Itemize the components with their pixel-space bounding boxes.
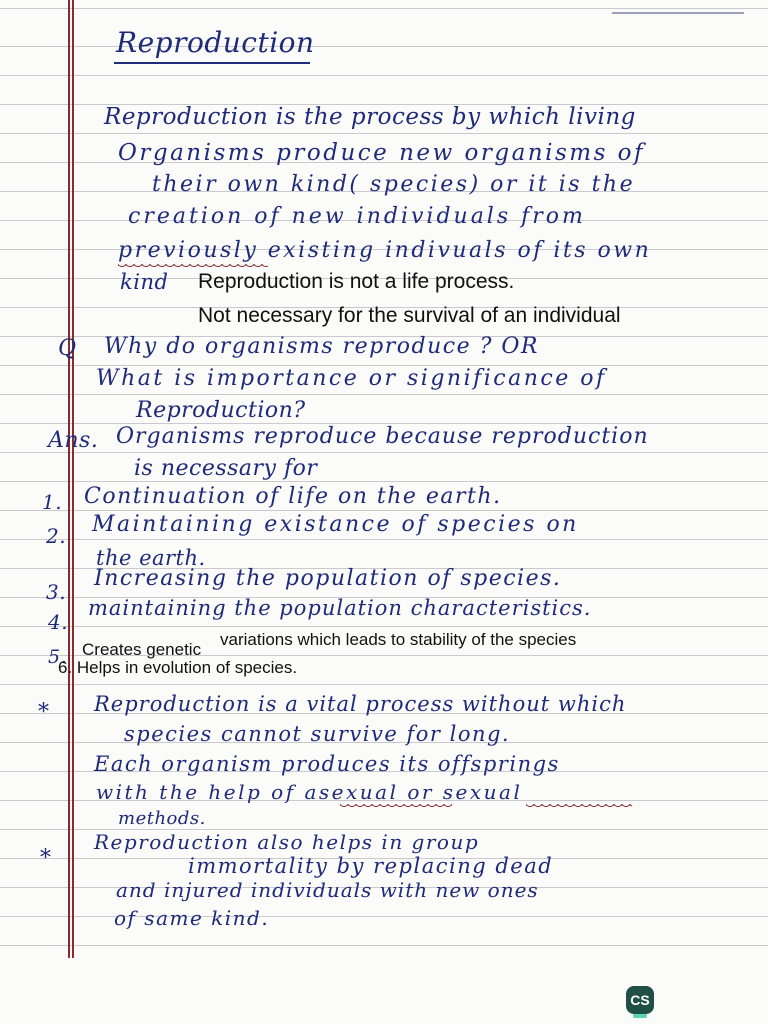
point-number: 4. [48, 610, 69, 634]
wavy-underline [526, 804, 632, 810]
star-note-line: Reproduction is a vital process without which [94, 692, 627, 716]
page-title: Reproduction [116, 26, 315, 59]
definition-line: previously existing indivuals of its own [118, 238, 652, 263]
question-line: Reproduction? [136, 398, 306, 423]
answer-marker: Ans. [48, 428, 99, 453]
margin-line-left [68, 0, 70, 958]
point-number: 5. [48, 646, 68, 668]
star-note-line: and injured individuals with new ones [116, 878, 539, 902]
margin-line-right [72, 0, 74, 958]
star-marker: * [38, 700, 50, 725]
answer-line: Organisms reproduce because reproduction [116, 424, 649, 449]
star-note-line: methods. [118, 808, 206, 829]
star-note-line: Reproduction also helps in group [94, 830, 480, 854]
typed-note: Reproduction is not a life process. [198, 270, 515, 293]
star-note-line: Each organism produces its offsprings [94, 752, 560, 776]
typed-note: variations which leads to stability of the species [220, 630, 577, 649]
star-note-line: species cannot survive for long. [124, 722, 511, 746]
definition-line: kind [120, 270, 169, 294]
point-line: the earth. [96, 546, 206, 570]
point-line: Continuation of life on the earth. [84, 484, 502, 509]
point-line: maintaining the population characteristics. [88, 596, 592, 620]
question-line: Why do organisms reproduce ? OR [104, 334, 539, 359]
definition-line: creation of new individuals from [128, 204, 586, 229]
wavy-underline [340, 804, 452, 810]
definition-line: Reproduction is the process by which living [104, 104, 636, 130]
question-marker: Q [58, 336, 77, 361]
point-number: 1. [42, 490, 63, 514]
star-note-line: of same kind. [114, 906, 270, 930]
definition-line: their own kind( species) or it is the [152, 172, 636, 197]
star-note-line: immortality by replacing dead [188, 854, 554, 878]
typed-note: Creates genetic [82, 640, 202, 659]
camscanner-logo: CS [626, 986, 654, 1014]
star-note-line: with the help of asexual or sexual [96, 780, 523, 804]
answer-line: is necessary for [134, 456, 318, 481]
point-number: 3. [46, 580, 67, 604]
page-top-mark [612, 12, 744, 14]
typed-note: 6. Helps in evolution of species. [58, 658, 298, 677]
question-line: What is importance or significance of [96, 366, 607, 391]
definition-line: Organisms produce new organisms of [118, 140, 646, 166]
point-line: Maintaining existance of species on [92, 512, 579, 537]
point-number: 2. [46, 524, 67, 548]
typed-note: Not necessary for the survival of an individual [198, 304, 621, 327]
title-underline [114, 62, 310, 64]
star-marker: * [40, 846, 52, 871]
point-line: Increasing the population of species. [94, 566, 562, 591]
